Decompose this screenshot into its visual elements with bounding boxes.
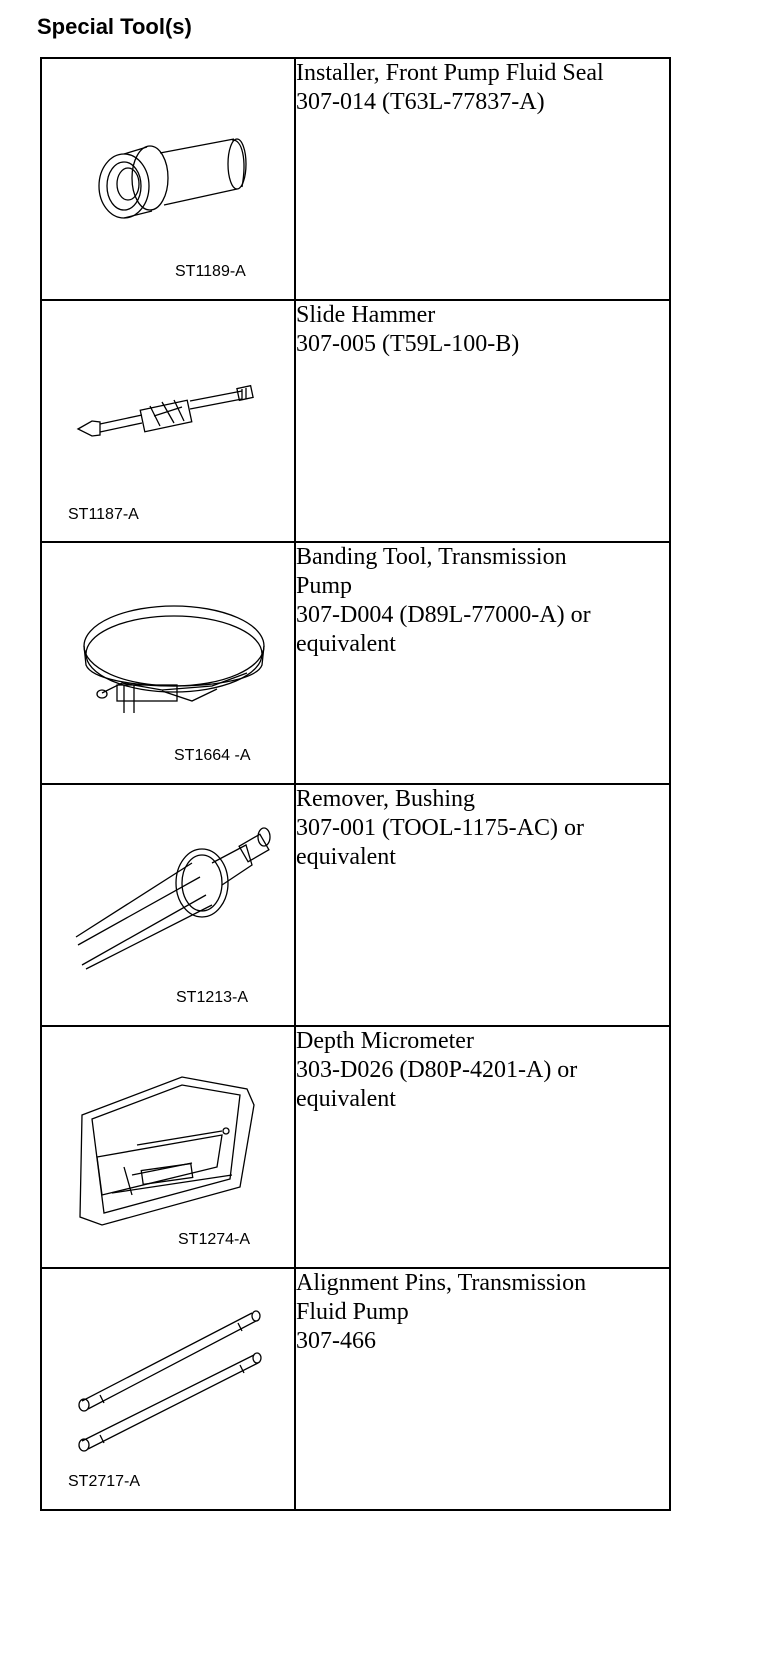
table-row [41, 784, 670, 1026]
table-row [41, 1268, 670, 1510]
seal-installer-illustration [42, 59, 294, 299]
tool-name: Banding Tool, Transmission [296, 544, 567, 570]
tool-image-code: ST2717-A [68, 1473, 141, 1490]
tool-number: 307-466 [296, 1328, 376, 1354]
tool-description [295, 1026, 670, 1268]
tool-name: Installer, Front Pump Fluid Seal [296, 60, 604, 86]
table-row [41, 542, 670, 784]
tool-description [295, 300, 670, 542]
table-row [41, 300, 670, 542]
tool-name: Depth Micrometer [296, 1028, 474, 1054]
tool-description [295, 784, 670, 1026]
tool-number: 307-005 (T59L-100-B) [296, 331, 520, 357]
depth-micrometer-illustration [42, 1027, 294, 1267]
slide-hammer-illustration [42, 301, 294, 541]
tool-image-code: ST1189-A [175, 263, 246, 280]
bushing-remover-illustration [42, 785, 294, 1025]
tool-image-code: ST1664 -A [174, 747, 251, 764]
tool-number: 303-D026 (D80P-4201-A) or [296, 1057, 578, 1083]
tool-name: Alignment Pins, Transmission [296, 1270, 587, 1296]
tool-description [295, 1268, 670, 1510]
tool-image-cell [41, 300, 295, 542]
tool-image-cell [41, 58, 295, 300]
tool-equivalent: equivalent [296, 1086, 396, 1112]
tool-image-cell [41, 784, 295, 1026]
table-row [41, 1026, 670, 1268]
tool-number: 307-014 (T63L-77837-A) [296, 89, 545, 115]
tool-image-code: ST1187-A [68, 506, 139, 523]
tool-image-cell [41, 542, 295, 784]
tool-name: Remover, Bushing [296, 786, 476, 812]
banding-tool-illustration [42, 543, 294, 783]
tool-description [295, 58, 670, 300]
tool-number: 307-001 (TOOL-1175-AC) or [296, 815, 584, 841]
table-row [41, 58, 670, 300]
tool-image-cell [41, 1268, 295, 1510]
tool-image-code: ST1274-A [178, 1231, 251, 1248]
special-tools-table [40, 57, 671, 1511]
tool-equivalent: equivalent [296, 631, 396, 657]
tool-image-cell [41, 1026, 295, 1268]
page-title: Special Tool(s) [37, 14, 192, 39]
tool-name-cont: Pump [296, 573, 353, 599]
tool-description [295, 542, 670, 784]
tool-name-cont: Fluid Pump [296, 1299, 409, 1325]
tool-equivalent: equivalent [296, 844, 396, 870]
tool-name: Slide Hammer [296, 302, 436, 328]
tool-number: 307-D004 (D89L-77000-A) or [296, 602, 591, 628]
tool-image-code: ST1213-A [176, 989, 249, 1006]
